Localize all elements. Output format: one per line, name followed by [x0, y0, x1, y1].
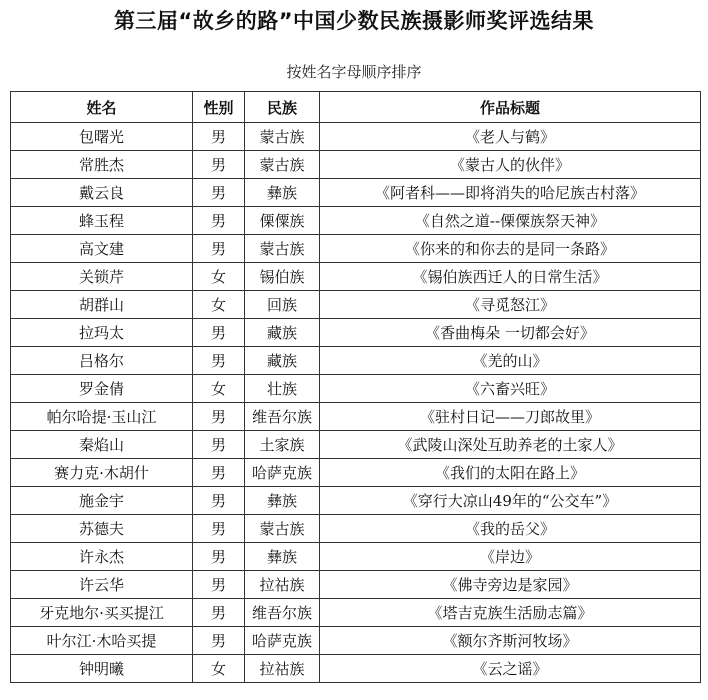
table-row: [11, 207, 701, 235]
cell-name: 拉玛太: [11, 319, 193, 347]
cell-name: 帕尔哈提·玉山江: [11, 403, 193, 431]
cell-work-title: 《武陵山深处互助养老的土家人》: [320, 431, 701, 459]
cell-work-title: 《自然之道--傈僳族祭天神》: [320, 207, 701, 235]
cell-gender: 男: [193, 151, 245, 179]
cell-name: 施金宇: [11, 487, 193, 515]
cell-ethnicity: 彝族: [245, 487, 320, 515]
cell-gender: 男: [193, 347, 245, 375]
cell-gender: 男: [193, 123, 245, 151]
cell-ethnicity: 维吾尔族: [245, 403, 320, 431]
cell-gender: 男: [193, 431, 245, 459]
cell-gender: 男: [193, 571, 245, 599]
cell-name: 叶尔江·木哈买提: [11, 627, 193, 655]
cell-ethnicity: 蒙古族: [245, 151, 320, 179]
header-name: 姓名: [11, 92, 193, 123]
cell-work-title: 《额尔齐斯河牧场》: [320, 627, 701, 655]
cell-ethnicity: 壮族: [245, 375, 320, 403]
cell-ethnicity: 哈萨克族: [245, 627, 320, 655]
cell-work-title: 《岸边》: [320, 543, 701, 571]
cell-ethnicity: 藏族: [245, 347, 320, 375]
table-row: [11, 123, 701, 151]
table-row: [11, 515, 701, 543]
table-row: [11, 431, 701, 459]
table-row: [11, 291, 701, 319]
header-work-title: 作品标题: [320, 92, 701, 123]
table-row: [11, 599, 701, 627]
cell-ethnicity: 蒙古族: [245, 123, 320, 151]
cell-work-title: 《锡伯族西迁人的日常生活》: [320, 263, 701, 291]
cell-name: 罗金倩: [11, 375, 193, 403]
cell-work-title: 《香曲梅朵 一切都会好》: [320, 319, 701, 347]
cell-gender: 男: [193, 515, 245, 543]
table-row: [11, 627, 701, 655]
cell-name: 钟明曦: [11, 655, 193, 683]
cell-gender: 男: [193, 599, 245, 627]
cell-work-title: 《六畜兴旺》: [320, 375, 701, 403]
table-row: [11, 179, 701, 207]
cell-work-title: 《穿行大凉山49年的“公交车”》: [320, 487, 701, 515]
cell-gender: 女: [193, 655, 245, 683]
cell-name: 戴云良: [11, 179, 193, 207]
table-row: [11, 151, 701, 179]
sort-note: 按姓名字母顺序排序: [286, 63, 422, 81]
cell-ethnicity: 回族: [245, 291, 320, 319]
cell-gender: 男: [193, 319, 245, 347]
table-row: [11, 459, 701, 487]
cell-ethnicity: 傈僳族: [245, 207, 320, 235]
cell-ethnicity: 锡伯族: [245, 263, 320, 291]
table-row: [11, 375, 701, 403]
cell-name: 许云华: [11, 571, 193, 599]
table-row: [11, 543, 701, 571]
table-header-row: [11, 92, 701, 123]
cell-work-title: 《蒙古人的伙伴》: [320, 151, 701, 179]
cell-gender: 男: [193, 459, 245, 487]
cell-work-title: 《驻村日记——刀郎故里》: [320, 403, 701, 431]
cell-ethnicity: 藏族: [245, 319, 320, 347]
cell-ethnicity: 蒙古族: [245, 235, 320, 263]
cell-name: 常胜杰: [11, 151, 193, 179]
cell-name: 牙克地尔·买买提江: [11, 599, 193, 627]
cell-gender: 男: [193, 543, 245, 571]
cell-name: 包曙光: [11, 123, 193, 151]
table-row: [11, 487, 701, 515]
cell-work-title: 《云之谣》: [320, 655, 701, 683]
cell-gender: 男: [193, 235, 245, 263]
cell-work-title: 《我的岳父》: [320, 515, 701, 543]
document-title: 第三届“故乡的路”中国少数民族摄影师奖评选结果: [113, 9, 595, 33]
cell-ethnicity: 拉祜族: [245, 571, 320, 599]
table-row: [11, 655, 701, 683]
table-row: [11, 403, 701, 431]
results-table: [10, 91, 701, 683]
cell-work-title: 《佛寺旁边是家园》: [320, 571, 701, 599]
cell-name: 高文建: [11, 235, 193, 263]
cell-gender: 男: [193, 403, 245, 431]
cell-gender: 女: [193, 291, 245, 319]
cell-gender: 男: [193, 487, 245, 515]
cell-ethnicity: 哈萨克族: [245, 459, 320, 487]
header-ethnicity: 民族: [245, 92, 320, 123]
cell-name: 赛力克·木胡什: [11, 459, 193, 487]
cell-work-title: 《你来的和你去的是同一条路》: [320, 235, 701, 263]
header-gender: 性别: [193, 92, 245, 123]
cell-name: 秦焰山: [11, 431, 193, 459]
cell-gender: 男: [193, 207, 245, 235]
cell-work-title: 《塔吉克族生活励志篇》: [320, 599, 701, 627]
table-row: [11, 235, 701, 263]
cell-work-title: 《羌的山》: [320, 347, 701, 375]
cell-gender: 男: [193, 179, 245, 207]
table-row: [11, 319, 701, 347]
cell-name: 吕格尔: [11, 347, 193, 375]
cell-ethnicity: 彝族: [245, 543, 320, 571]
cell-gender: 男: [193, 627, 245, 655]
cell-ethnicity: 彝族: [245, 179, 320, 207]
cell-gender: 女: [193, 263, 245, 291]
cell-ethnicity: 维吾尔族: [245, 599, 320, 627]
cell-work-title: 《阿者科——即将消失的哈尼族古村落》: [320, 179, 701, 207]
cell-ethnicity: 拉祜族: [245, 655, 320, 683]
cell-name: 苏德夫: [11, 515, 193, 543]
cell-work-title: 《老人与鹤》: [320, 123, 701, 151]
table-row: [11, 347, 701, 375]
table-row: [11, 571, 701, 599]
cell-ethnicity: 蒙古族: [245, 515, 320, 543]
cell-name: 胡群山: [11, 291, 193, 319]
table-row: [11, 263, 701, 291]
cell-name: 关锁芹: [11, 263, 193, 291]
cell-name: 许永杰: [11, 543, 193, 571]
cell-work-title: 《我们的太阳在路上》: [320, 459, 701, 487]
cell-ethnicity: 土家族: [245, 431, 320, 459]
cell-name: 蜂玉程: [11, 207, 193, 235]
cell-work-title: 《寻觅怒江》: [320, 291, 701, 319]
cell-gender: 女: [193, 375, 245, 403]
